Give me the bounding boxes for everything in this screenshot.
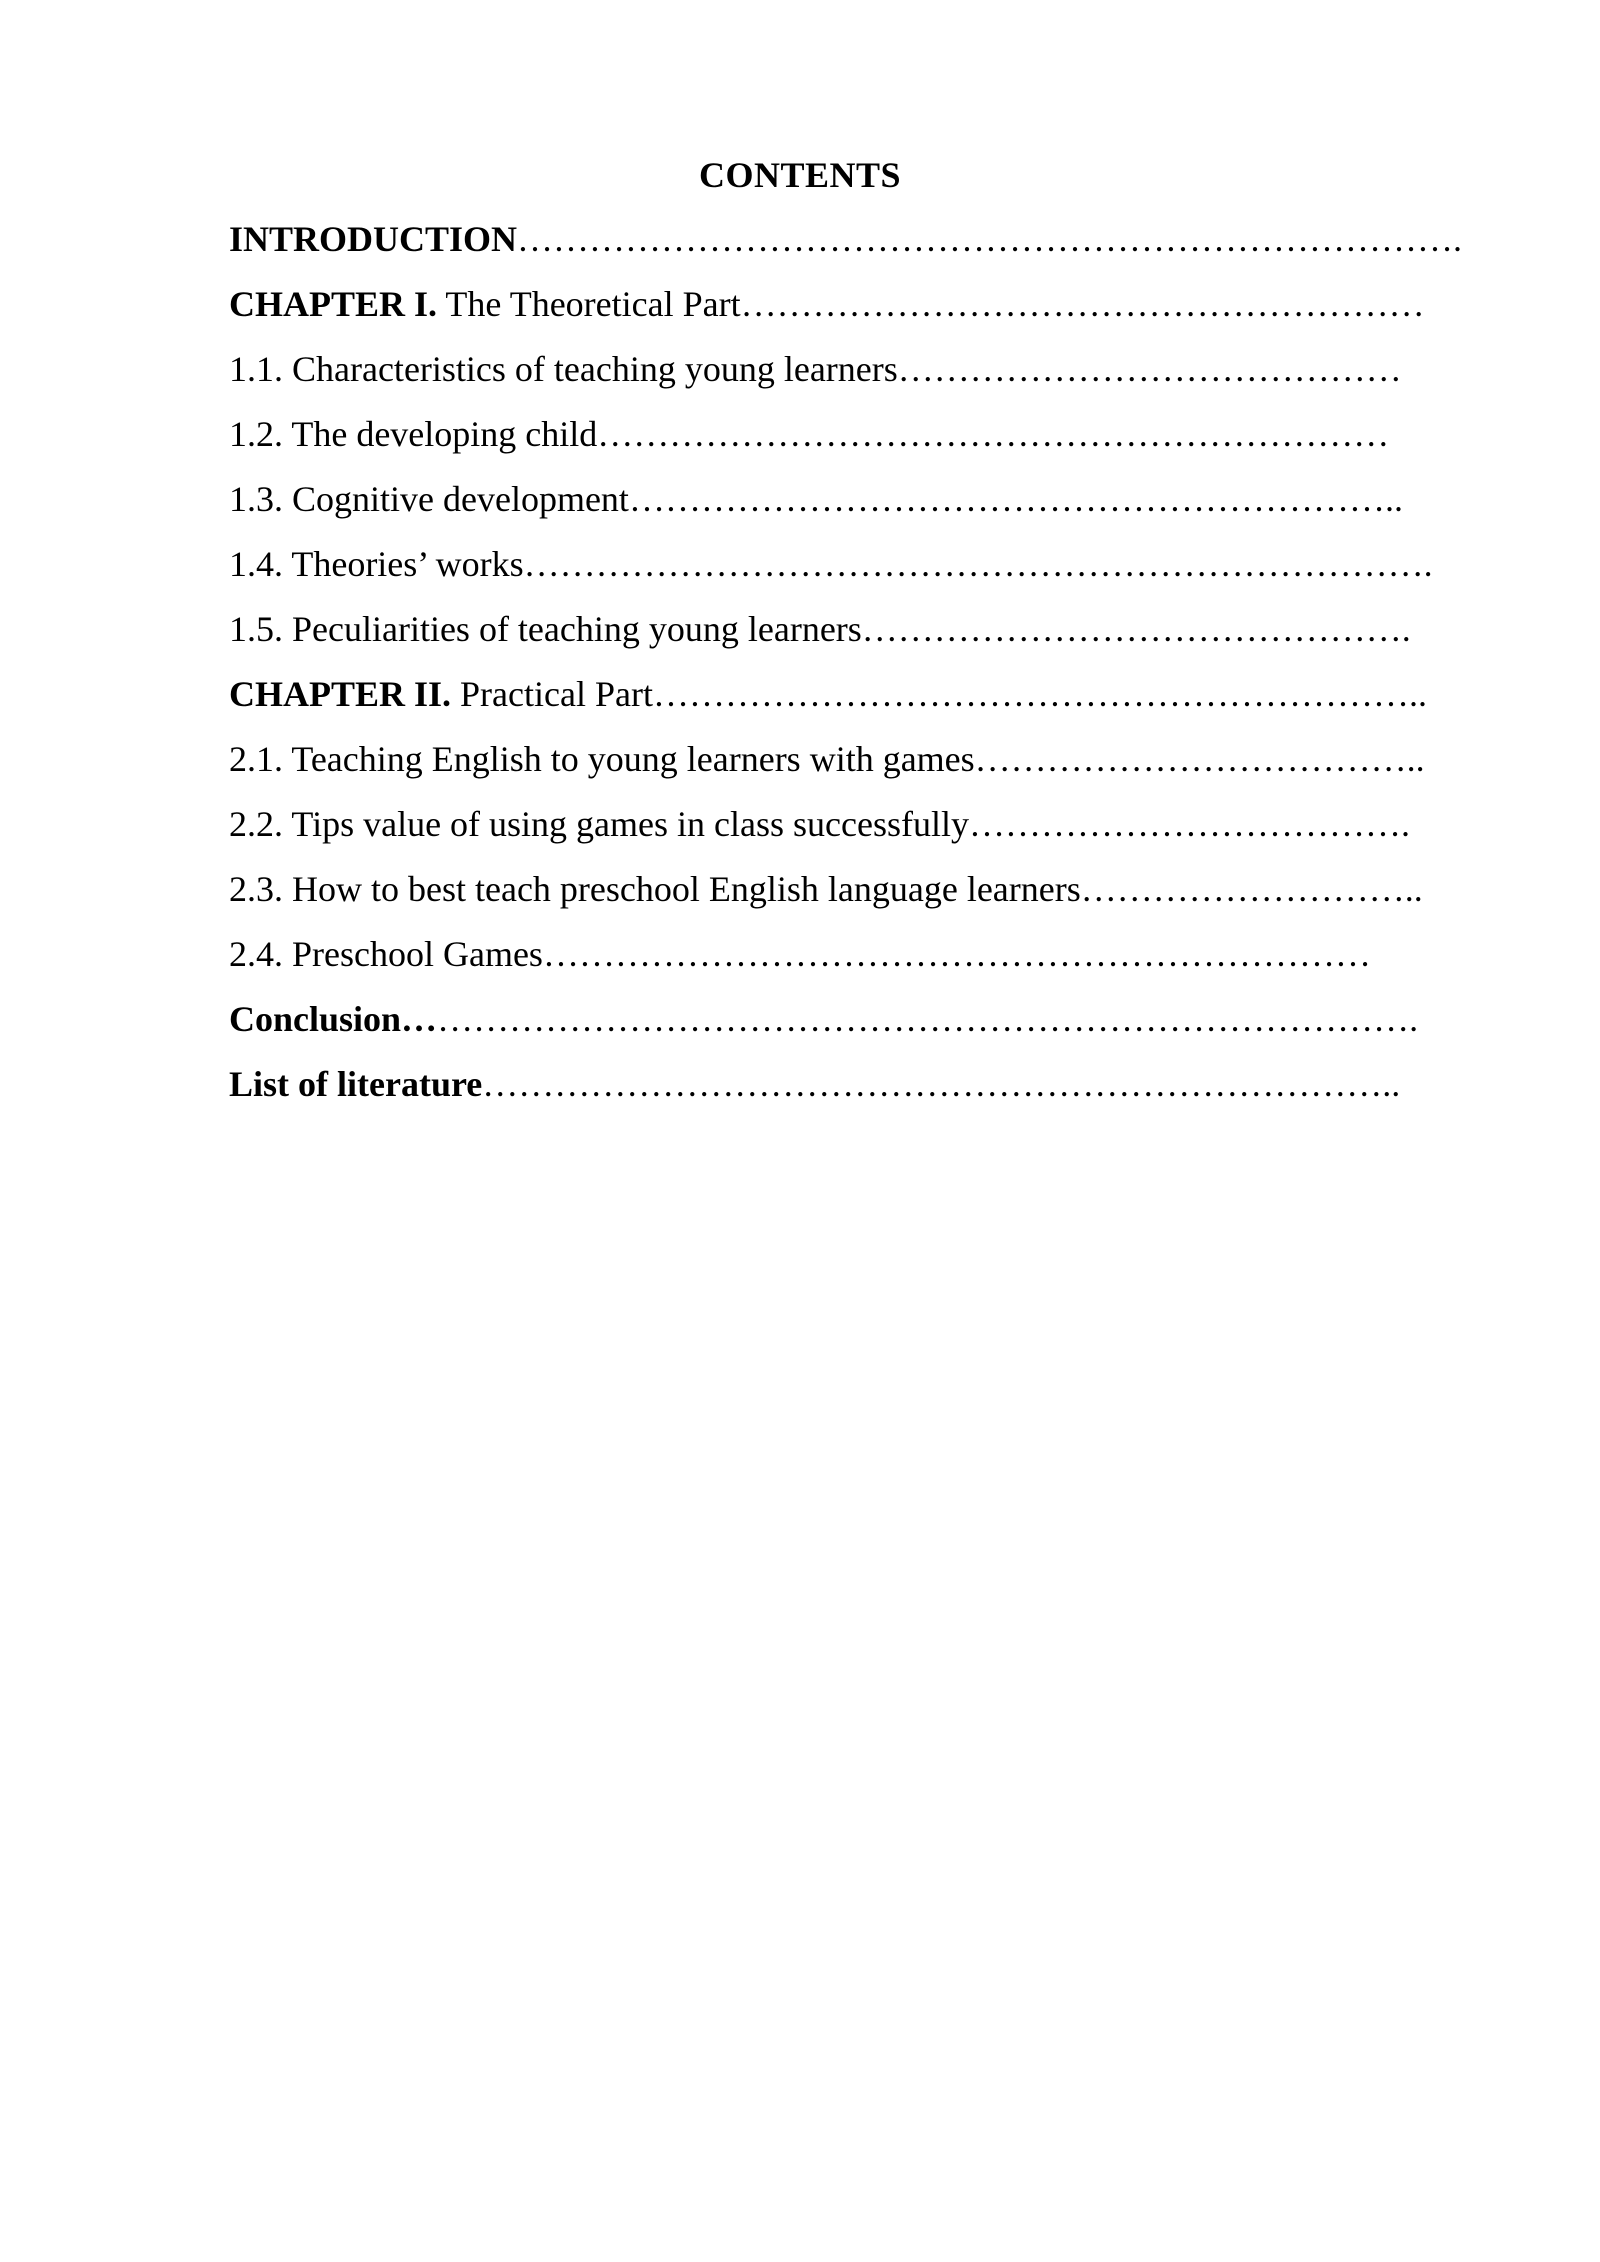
toc-entry-text: 1.1. Characteristics of teaching young learners — [229, 349, 898, 389]
toc-dot-leader: ……………………………………………………………………. — [517, 219, 1463, 259]
toc-dot-leader: ………………………………………. — [861, 609, 1411, 649]
toc-dot-leader: ……………………….. — [1080, 869, 1423, 909]
toc-entry-list-of-literature[interactable] — [229, 1059, 1529, 1124]
toc-entry-text: 2.2. Tips value of using games in class successfully — [229, 804, 969, 844]
toc-entry-text: 2.3. How to best teach preschool English language learners — [229, 869, 1081, 909]
toc-dot-leader: ………………………………………………… — [740, 284, 1425, 324]
contents-heading: CONTENTS — [698, 155, 902, 195]
toc-entry-chapter-2[interactable] — [229, 669, 1529, 734]
toc-entry-lead: INTRODUCTION — [229, 219, 518, 259]
toc-entry-1-3[interactable] — [229, 474, 1529, 539]
toc-entry-conclusion[interactable] — [229, 994, 1529, 1059]
toc-entry-text: 1.3. Cognitive development — [229, 479, 629, 519]
toc-entry-chapter-1[interactable] — [229, 279, 1529, 344]
toc-dot-leader: ………………………………………………………………….. — [482, 1064, 1401, 1104]
toc-entry-1-2[interactable] — [229, 409, 1529, 474]
toc-entry-lead: CHAPTER II. — [229, 674, 452, 714]
toc-entry-text: 1.2. The developing child — [229, 414, 598, 454]
toc-dot-leader: …………………………………………………………… — [542, 934, 1371, 974]
toc-entry-lead: List of literature — [229, 1064, 483, 1104]
toc-entry-lead: CHAPTER I. — [229, 284, 438, 324]
toc-entry-1-4[interactable] — [229, 539, 1529, 604]
toc-entry-2-3[interactable] — [229, 864, 1529, 929]
toc-dot-leader: ……………………………………………………….. — [652, 674, 1427, 714]
toc-dot-leader: ………………………………………………………… — [597, 414, 1390, 454]
toc-entry-1-5[interactable] — [229, 604, 1529, 669]
toc-entry-text: 1.5. Peculiarities of teaching young learners — [229, 609, 862, 649]
toc-dot-leader: …………………………………………………………………. — [523, 544, 1433, 584]
toc-entry-1-1[interactable] — [229, 344, 1529, 409]
toc-entry-2-4[interactable] — [229, 929, 1529, 994]
toc-entry-2-1[interactable] — [229, 734, 1529, 799]
toc-dot-leader: …………………………………… — [897, 349, 1402, 389]
toc-entry-lead: Conclusion… — [229, 999, 438, 1039]
toc-dot-leader: ………………………………………………………………………. — [437, 999, 1419, 1039]
toc-entry-text: 2.4. Preschool Games — [229, 934, 543, 974]
toc-entry-text: Practical Part — [460, 674, 653, 714]
toc-entry-introduction[interactable] — [229, 214, 1529, 279]
toc-dot-leader: ………………………………. — [968, 804, 1410, 844]
toc-entry-text: 2.1. Teaching English to young learners with games — [229, 739, 975, 779]
table-of-contents — [229, 214, 1529, 1124]
toc-dot-leader: ……………………………………………………….. — [628, 479, 1403, 519]
toc-entry-text: The Theoretical Part — [445, 284, 741, 324]
toc-entry-2-2[interactable] — [229, 799, 1529, 864]
toc-dot-leader: ……………………………….. — [974, 739, 1425, 779]
toc-entry-text: 1.4. Theories’ works — [229, 544, 524, 584]
